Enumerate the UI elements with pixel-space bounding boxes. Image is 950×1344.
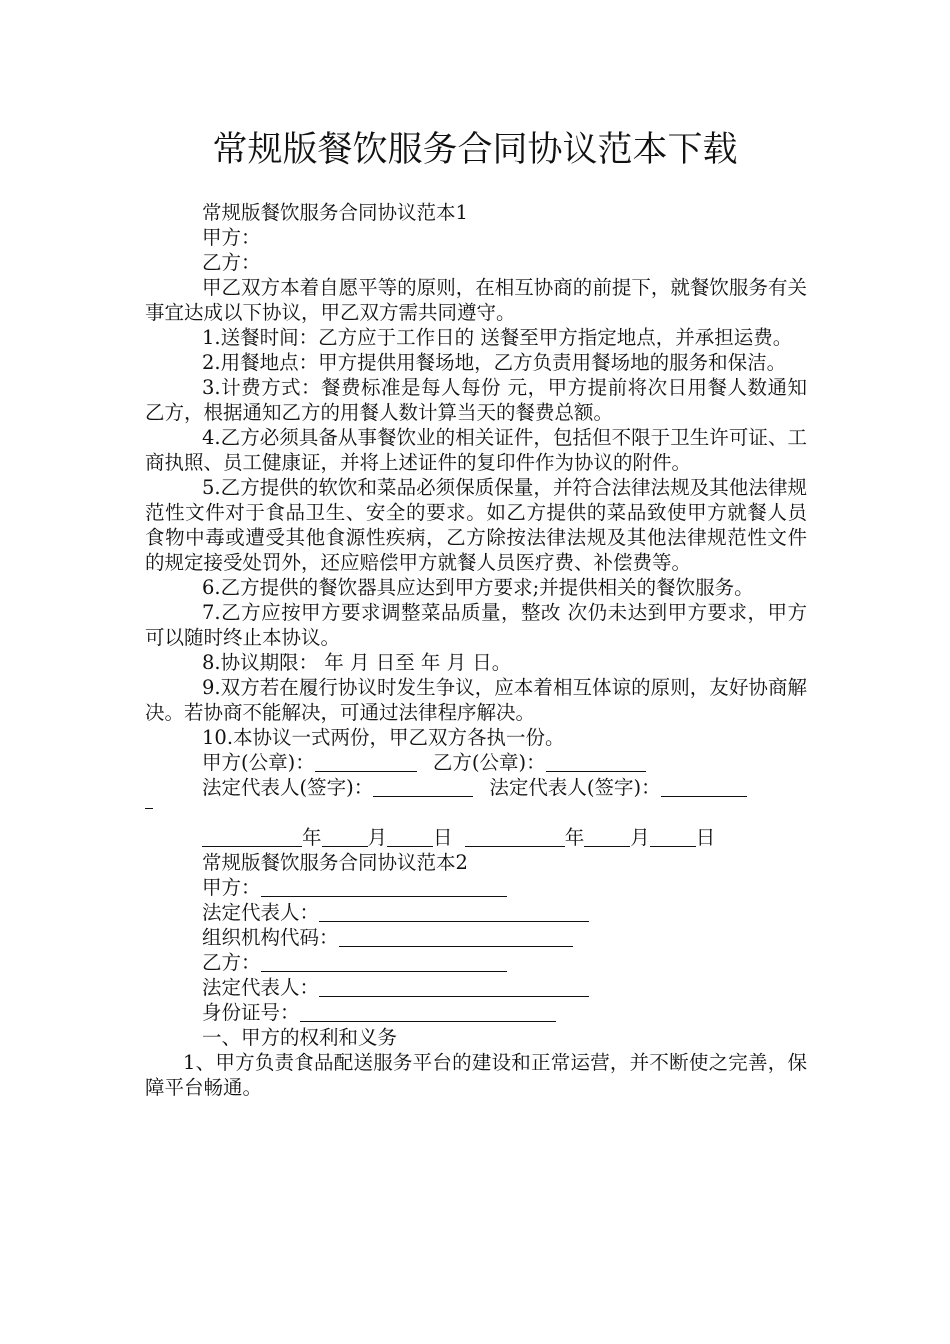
seal-a-blank bbox=[315, 752, 417, 773]
seal-line bbox=[145, 750, 807, 775]
s2-party-a-blank bbox=[261, 877, 507, 898]
year-a-label: 年 bbox=[302, 826, 322, 849]
clause-9: 9.双方若在履行协议时发生争议，应本着相互体谅的原则，友好协商解决。若协商不能解决，可通过法律程序解决。 bbox=[145, 676, 807, 724]
s2-section-1: 一、甲方的权利和义务 bbox=[202, 1026, 398, 1049]
month-a-blank bbox=[322, 827, 368, 848]
sample1-heading: 常规版餐饮服务合同协议范本1 bbox=[202, 201, 468, 224]
document-body bbox=[145, 200, 807, 1100]
s2-org-code-label: 组织机构代码： bbox=[202, 926, 339, 949]
s2-item-1: 1、甲方负责食品配送服务平台的建设和正常运营，并不断使之完善，保障平台畅通。 bbox=[145, 1051, 807, 1099]
clause-1: 1.送餐时间：乙方应于工作日的 送餐至甲方指定地点，并承担运费。 bbox=[202, 326, 793, 349]
rep-b-blank bbox=[661, 777, 747, 798]
day-b-blank bbox=[650, 827, 696, 848]
s2-org-code bbox=[145, 925, 807, 950]
s2-org-code-blank bbox=[339, 927, 573, 948]
seal-b-blank bbox=[546, 752, 646, 773]
signature-line bbox=[145, 775, 807, 800]
year-a-blank bbox=[202, 827, 302, 848]
day-b-label: 日 bbox=[695, 826, 716, 849]
s2-party-b bbox=[145, 950, 807, 975]
month-a-label: 月 bbox=[367, 826, 388, 849]
s2-legal-rep-b bbox=[145, 975, 807, 1000]
seal-b-label: 乙方(公章)： bbox=[432, 751, 546, 774]
party-a-label: 甲方： bbox=[202, 226, 261, 249]
year-b-label: 年 bbox=[564, 826, 585, 849]
s2-party-b-blank bbox=[261, 952, 507, 973]
month-b-blank bbox=[584, 827, 630, 848]
s2-id-number-blank bbox=[300, 1002, 556, 1023]
clause-7: 7.乙方应按甲方要求调整菜品质量，整改 次仍未达到甲方要求，甲方可以随时终止本协议。 bbox=[145, 601, 807, 649]
year-b-blank bbox=[465, 827, 565, 848]
s2-legal-rep-label: 法定代表人： bbox=[202, 901, 320, 924]
clause-5: 5.乙方提供的软饮和菜品必须保质保量，并符合法律法规及其他法律规范性文件对于食品卫生、安全的要求。如乙方提供的菜品致使甲方就餐人员食物中毒或遭受其他食源性疾病，乙方除按法律法规及其他法律规范性文件的规定接受处罚外，还应赔偿甲方就餐人员医疗费、补偿费等。 bbox=[145, 476, 807, 574]
s2-party-a-label: 甲方： bbox=[202, 876, 261, 899]
month-b-label: 月 bbox=[630, 826, 650, 849]
s2-legal-rep-b-label: 法定代表人： bbox=[202, 976, 320, 999]
stray-underline bbox=[145, 800, 807, 825]
clause-2: 2.用餐地点：甲方提供用餐场地，乙方负责用餐场地的服务和保洁。 bbox=[202, 351, 787, 374]
clause-4: 4.乙方必须具备从事餐饮业的相关证件，包括但不限于卫生许可证、工商执照、员工健康证，并将上述证件的复印件作为协议的附件。 bbox=[145, 426, 807, 474]
s2-party-b-label: 乙方： bbox=[202, 951, 261, 974]
clause-3: 3.计费方式：餐费标准是每人每份 元，甲方提前将次日用餐人数通知乙方，根据通知乙方的用餐人数计算当天的餐费总额。 bbox=[145, 376, 807, 424]
intro-paragraph: 甲乙双方本着自愿平等的原则，在相互协商的前提下，就餐饮服务有关事宜达成以下协议，甲乙双方需共同遵守。 bbox=[145, 276, 807, 324]
s2-party-a bbox=[145, 875, 807, 900]
s2-id-number bbox=[145, 1000, 807, 1025]
rep-b-label: 法定代表人(签字)： bbox=[489, 776, 661, 799]
date-line bbox=[145, 825, 807, 850]
day-a-label: 日 bbox=[433, 826, 453, 849]
clause-10: 10.本协议一式两份，甲乙双方各执一份。 bbox=[202, 726, 565, 749]
s2-legal-rep-blank bbox=[319, 902, 589, 923]
clause-8: 8.协议期限： 年 月 日至 年 月 日。 bbox=[202, 651, 512, 674]
clause-6: 6.乙方提供的餐饮器具应达到甲方要求;并提供相关的餐饮服务。 bbox=[202, 576, 754, 599]
document-title: 常规版餐饮服务合同协议范本下载 bbox=[212, 130, 738, 170]
rep-a-blank bbox=[373, 777, 473, 798]
party-b-label: 乙方： bbox=[202, 251, 261, 274]
sample2-heading: 常规版餐饮服务合同协议范本2 bbox=[202, 851, 468, 874]
day-a-blank bbox=[387, 827, 433, 848]
s2-legal-rep-b-blank bbox=[319, 977, 589, 998]
s2-id-number-label: 身份证号： bbox=[202, 1001, 300, 1024]
seal-a-label: 甲方(公章)： bbox=[202, 751, 315, 774]
s2-legal-rep bbox=[145, 900, 807, 925]
rep-a-label: 法定代表人(签字)： bbox=[202, 776, 374, 799]
